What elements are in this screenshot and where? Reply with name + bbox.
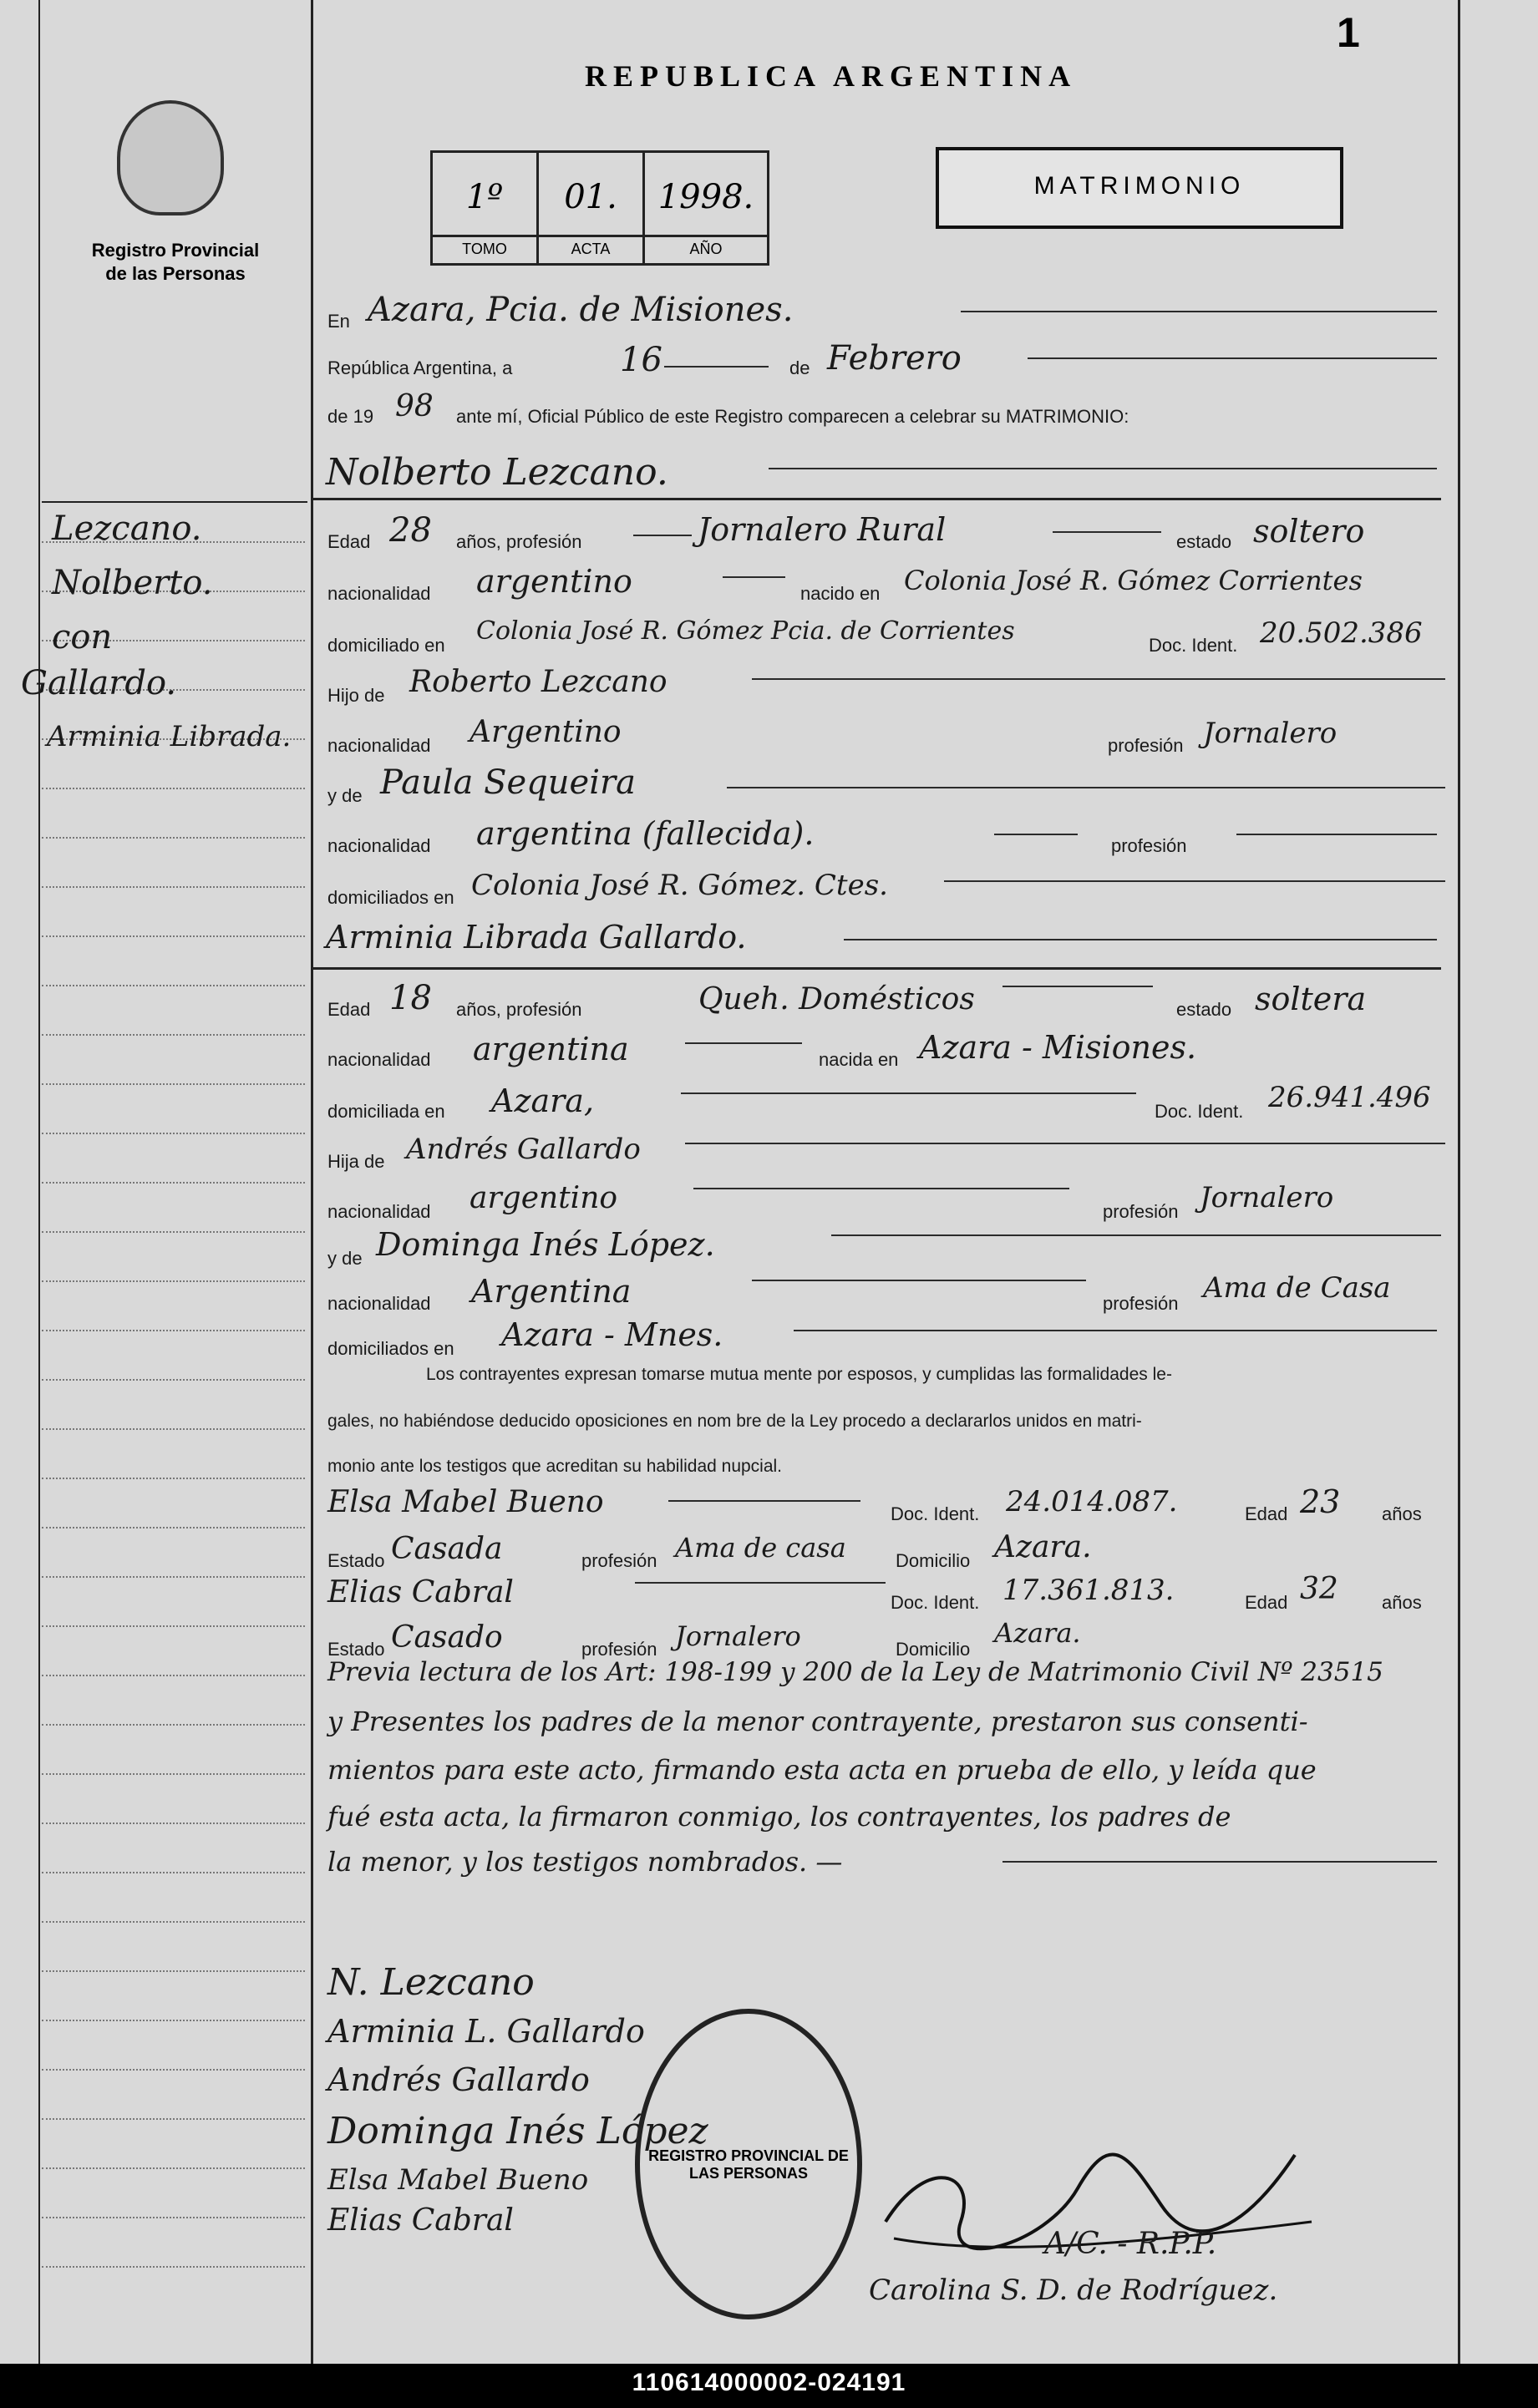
- official-line-2: Carolina S. D. de Rodríguez.: [869, 2274, 1278, 2307]
- margin-ruled-line: [42, 1478, 305, 1479]
- label-nacionalidad-bride: nacionalidad: [327, 1049, 431, 1070]
- margin-ruled-line: [42, 1625, 305, 1627]
- margin-ruled-line: [42, 1379, 305, 1381]
- margin-ruled-line: [42, 2266, 305, 2268]
- signature-groom: N. Lezcano: [327, 1961, 535, 2004]
- witness-1-profession: Ama de casa: [675, 1532, 846, 1564]
- groom-birthplace: Colonia José R. Gómez Corrientes: [904, 565, 1363, 596]
- place-value: Azara, Pcia. de Misiones.: [368, 291, 794, 329]
- left-border-rule: [38, 0, 40, 2364]
- bride-mother-nationality: Argentina: [471, 1273, 632, 1310]
- margin-ruled-line: [42, 2020, 305, 2021]
- label-nacido-en: nacido en: [800, 583, 881, 604]
- right-border-rule: [1458, 0, 1460, 2364]
- margin-note-line-4: Gallardo.: [21, 664, 177, 702]
- margin-ruled-line: [42, 2118, 305, 2120]
- statement-line-3: monio ante los testigos que acreditan su habilidad nupcial.: [327, 1457, 783, 1476]
- label-en: En: [327, 311, 350, 332]
- notes-end-rule: [1002, 1861, 1437, 1863]
- margin-ruled-line: [42, 886, 305, 888]
- margin-ruled-line: [42, 1724, 305, 1726]
- margin-ruled-line: [42, 1330, 305, 1331]
- witness-2-doc-id: 17.361.813.: [1002, 1574, 1175, 1607]
- footer-bar: [0, 2364, 1538, 2408]
- margin-ruled-line: [42, 2217, 305, 2218]
- label-profesion-bride-father: profesión: [1103, 1201, 1179, 1222]
- official-line-1: A/C. - R.P.P.: [1044, 2227, 1217, 2261]
- tomo-cell: [433, 153, 539, 263]
- label-nacionalidad-bride-mother: nacionalidad: [327, 1293, 431, 1314]
- label-anos-witness-1: años: [1382, 1503, 1422, 1524]
- label-doc-ident-witness-2: Doc. Ident.: [891, 1592, 980, 1613]
- bride-birthplace: Azara - Misiones.: [919, 1029, 1197, 1066]
- day-value: 16: [620, 341, 662, 379]
- bride-section-rule: [313, 967, 1441, 970]
- groom-father-nationality: Argentino: [470, 715, 622, 749]
- margin-ruled-line: [42, 1182, 305, 1184]
- margin-ruled-line: [42, 1970, 305, 1972]
- statement-line-2: gales, no habiéndose deducido oposiciones en nom bre de la Ley procedo a declararlos unidos en matri-: [327, 1412, 1142, 1431]
- label-de-19: de 19: [327, 406, 374, 427]
- label-hija-de: Hija de: [327, 1151, 385, 1172]
- margin-ruled-line: [42, 1034, 305, 1036]
- bride-parents-domicile-underline: [794, 1330, 1437, 1331]
- groom-father-underline: [752, 678, 1445, 680]
- bride-nationality-dash: [685, 1042, 802, 1044]
- bride-mother-nat-underline: [752, 1280, 1086, 1281]
- label-hijo-de: Hijo de: [327, 685, 385, 706]
- margin-ruled-line: [42, 1133, 305, 1134]
- label-profesion-groom-father: profesión: [1108, 735, 1184, 756]
- groom-mother: Paula Sequeira: [380, 763, 636, 802]
- label-de: de: [789, 357, 810, 378]
- label-doc-ident-groom: Doc. Ident.: [1149, 635, 1238, 656]
- label-nacionalidad-bride-father: nacionalidad: [327, 1201, 431, 1222]
- place-underline: [961, 311, 1437, 312]
- acta-cell: [539, 153, 645, 263]
- label-edad-witness-2: Edad: [1245, 1592, 1288, 1613]
- bride-profession: Queh. Domésticos: [698, 982, 975, 1016]
- margin-ruled-line: [42, 2069, 305, 2071]
- signature-witness-1: Elsa Mabel Bueno: [327, 2163, 589, 2197]
- year-value: 98: [395, 389, 434, 423]
- margin-top-rule: [42, 501, 307, 503]
- label-domiciliada-en: domiciliada en: [327, 1101, 445, 1122]
- day-underline: [664, 366, 769, 368]
- bride-name-underline: [844, 939, 1437, 940]
- stamp-text: REGISTRO PROVINCIAL DE LAS PERSONAS: [648, 2147, 849, 2182]
- groom-domicile: Colonia José R. Gómez Pcia. de Corrientes: [476, 616, 1015, 646]
- document-type-box: [936, 147, 1343, 229]
- witness-1-domicile: Azara.: [994, 1530, 1092, 1564]
- month-underline: [1028, 357, 1437, 359]
- center-rule: [311, 0, 313, 2364]
- label-doc-ident-bride: Doc. Ident.: [1155, 1101, 1244, 1122]
- margin-ruled-line: [42, 1280, 305, 1282]
- signature-witness-2: Elias Cabral: [327, 2203, 514, 2238]
- margin-ruled-line: [42, 1773, 305, 1775]
- note-line-5: la menor, y los testigos nombrados. —: [327, 1846, 843, 1878]
- label-nacionalidad-groom-mother: nacionalidad: [327, 835, 431, 856]
- note-line-3: mientos para este acto, firmando esta acta en prueba de ello, y leída que: [327, 1754, 1317, 1786]
- label-anos-profesion-bride: años, profesión: [456, 999, 582, 1020]
- acta-label: ACTA: [539, 235, 642, 258]
- bride-father-profession: Jornalero: [1200, 1181, 1334, 1214]
- groom-profession: Jornalero Rural: [698, 511, 947, 548]
- witness-1-name-underline: [668, 1500, 860, 1502]
- margin-ruled-line: [42, 935, 305, 937]
- witness-2-age: 32: [1300, 1572, 1338, 1606]
- margin-ruled-lines: [42, 501, 305, 2322]
- note-line-1: Previa lectura de los Art: 198-199 y 200 de la Ley de Matrimonio Civil Nº 23515: [327, 1657, 1383, 1687]
- witness-2-name-underline: [635, 1582, 886, 1584]
- margin-ruled-line: [42, 1872, 305, 1873]
- groom-profession-dash: [633, 535, 692, 536]
- registry-line-2: de las Personas: [105, 263, 246, 284]
- label-anos-witness-2: años: [1382, 1592, 1422, 1613]
- groom-name: Nolberto Lezcano.: [326, 451, 668, 494]
- bride-father: Andrés Gallardo: [406, 1133, 641, 1166]
- groom-age: 28: [389, 511, 432, 550]
- registry-ink-stamp-icon: [635, 2009, 862, 2319]
- witness-1-status: Casada: [391, 1532, 503, 1566]
- witness-2-name: Elias Cabral: [327, 1575, 514, 1610]
- label-estado-witness-1: Estado: [327, 1550, 385, 1571]
- groom-status: soltero: [1253, 513, 1365, 550]
- tomo-label: TOMO: [433, 235, 536, 258]
- acta-value: 01.: [564, 178, 617, 216]
- label-edad-witness-1: Edad: [1245, 1503, 1288, 1524]
- ano-value: 1998.: [657, 178, 754, 216]
- label-anos-profesion-groom: años, profesión: [456, 531, 582, 552]
- bride-mother-underline: [831, 1234, 1441, 1236]
- signature-bride-father: Andrés Gallardo: [327, 2061, 590, 2098]
- groom-father: Roberto Lezcano: [409, 665, 667, 699]
- label-estado-bride: estado: [1176, 999, 1232, 1020]
- witness-1-age: 23: [1300, 1483, 1341, 1520]
- registry-name: [58, 239, 292, 286]
- margin-ruled-line: [42, 2167, 305, 2169]
- label-y-de-bride: y de: [327, 1248, 363, 1269]
- label-nacionalidad-groom-father: nacionalidad: [327, 735, 431, 756]
- groom-parents-domicile: Colonia José R. Gómez. Ctes.: [471, 869, 888, 902]
- record-number-table: [430, 150, 769, 266]
- margin-note-line-1: Lezcano.: [52, 509, 202, 548]
- margin-ruled-line: [42, 1428, 305, 1430]
- margin-note-line-3: con: [52, 618, 113, 656]
- witness-2-profession: Jornalero: [675, 1620, 801, 1652]
- bride-name: Arminia Librada Gallardo.: [326, 919, 747, 956]
- label-domicilio-witness-2: Domicilio: [896, 1639, 971, 1660]
- witness-2-status: Casado: [391, 1620, 503, 1655]
- margin-ruled-line: [42, 985, 305, 986]
- label-profesion-witness-1: profesión: [581, 1550, 657, 1571]
- label-profesion-witness-2: profesión: [581, 1639, 657, 1660]
- label-domiciliados-en-bride: domiciliados en: [327, 1338, 454, 1359]
- groom-mother-profession-underline: [1236, 834, 1437, 835]
- witness-1-doc-id: 24.014.087.: [1006, 1485, 1178, 1518]
- bride-father-underline: [685, 1143, 1445, 1144]
- label-nacionalidad-groom: nacionalidad: [327, 583, 431, 604]
- groom-mother-nat-dash: [994, 834, 1078, 835]
- bride-mother-profession: Ama de Casa: [1203, 1271, 1391, 1305]
- margin-ruled-line: [42, 1527, 305, 1528]
- bride-father-nat-underline: [693, 1188, 1069, 1189]
- label-edad-groom: Edad: [327, 531, 371, 552]
- label-nacida-en: nacida en: [819, 1049, 899, 1070]
- label-y-de-groom: y de: [327, 785, 363, 806]
- label-domicilio-witness-1: Domicilio: [896, 1550, 971, 1571]
- label-republica: República Argentina, a: [327, 357, 513, 378]
- margin-ruled-line: [42, 1083, 305, 1085]
- groom-mother-nationality: argentina (fallecida).: [476, 815, 815, 852]
- label-doc-ident-witness-1: Doc. Ident.: [891, 1503, 980, 1524]
- ano-label: AÑO: [645, 235, 767, 258]
- margin-note-line-5: Arminia Librada.: [47, 720, 292, 753]
- bride-father-nationality: argentino: [470, 1181, 618, 1215]
- bride-domicile-underline: [681, 1092, 1136, 1094]
- margin-note-line-2: Nolberto.: [52, 564, 213, 602]
- margin-ruled-line: [42, 1576, 305, 1578]
- bride-age: 18: [389, 979, 432, 1017]
- groom-profession-underline: [1053, 531, 1161, 533]
- bride-nationality: argentina: [473, 1031, 629, 1067]
- witness-1-name: Elsa Mabel Bueno: [327, 1485, 604, 1519]
- label-profesion-bride-mother: profesión: [1103, 1293, 1179, 1314]
- margin-ruled-line: [42, 1822, 305, 1824]
- margin-ruled-line: [42, 1675, 305, 1676]
- registry-seal-icon: [117, 100, 224, 215]
- groom-mother-underline: [727, 787, 1445, 788]
- note-line-4: fué esta acta, la firmaron conmigo, los contrayentes, los padres de: [327, 1801, 1231, 1833]
- label-domiciliados-en-groom: domiciliados en: [327, 887, 454, 908]
- bride-profession-underline: [1002, 986, 1153, 987]
- bride-status: soltera: [1255, 981, 1367, 1017]
- registry-line-1: Registro Provincial: [91, 240, 260, 261]
- label-estado-witness-2: Estado: [327, 1639, 385, 1660]
- signature-bride: Arminia L. Gallardo: [327, 2013, 645, 2050]
- label-domiciliado-en: domiciliado en: [327, 635, 445, 656]
- bride-mother: Dominga Inés López.: [376, 1226, 715, 1263]
- groom-nationality-dash: [723, 576, 785, 578]
- tomo-value: 1º: [465, 178, 504, 216]
- margin-ruled-line: [42, 1921, 305, 1923]
- bride-parents-domicile: Azara - Mnes.: [501, 1316, 723, 1353]
- statement-line-1: Los contrayentes expresan tomarse mutua mente por esposos, y cumplidas las formalidades le-: [426, 1365, 1172, 1384]
- margin-ruled-line: [42, 837, 305, 839]
- label-edad-bride: Edad: [327, 999, 371, 1020]
- signature-bride-mother: Dominga Inés López: [327, 2110, 708, 2152]
- groom-father-profession: Jornalero: [1203, 717, 1338, 750]
- label-estado-groom: estado: [1176, 531, 1232, 552]
- document-barcode-id: 110614000002-024191: [632, 2369, 906, 2396]
- groom-nationality: argentino: [476, 563, 632, 600]
- ano-cell: [645, 153, 767, 263]
- note-line-2: y Presentes los padres de la menor contrayente, prestaron sus consenti-: [327, 1706, 1308, 1737]
- margin-ruled-line: [42, 788, 305, 789]
- month-value: Febrero: [827, 339, 962, 378]
- witness-2-domicile: Azara.: [994, 1617, 1081, 1649]
- groom-doc-id: 20.502.386: [1260, 616, 1423, 650]
- document-type: MATRIMONIO: [1033, 172, 1246, 200]
- groom-parents-domicile-underline: [944, 880, 1445, 882]
- label-profesion-groom-mother: profesión: [1111, 835, 1187, 856]
- bride-domicile: Azara,: [491, 1082, 595, 1119]
- margin-ruled-line: [42, 1231, 305, 1233]
- page-number: 1: [1337, 9, 1360, 56]
- groom-name-underline: [769, 468, 1437, 469]
- bride-doc-id: 26.941.496: [1268, 1081, 1431, 1114]
- groom-section-rule: [313, 498, 1441, 500]
- label-ante-mi: ante mí, Oficial Público de este Registro comparecen a celebrar su MATRIMONIO:: [456, 406, 1129, 427]
- country-heading: REPUBLICA ARGENTINA: [585, 59, 1078, 93]
